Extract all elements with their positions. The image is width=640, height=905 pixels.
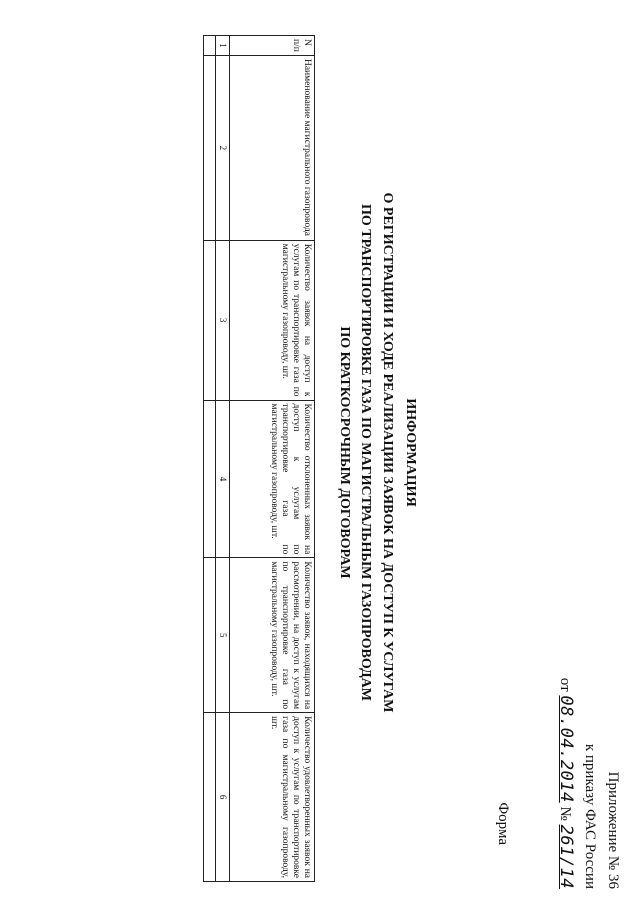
column-number: 3	[216, 240, 230, 400]
table-cell	[204, 400, 216, 558]
title-line-4: ПО КРАТКОСРОЧНЫМ ДОГОВОРАМ	[337, 326, 352, 579]
column-number: 5	[216, 558, 230, 713]
header-cell: N п/п	[230, 36, 315, 56]
table-cell	[204, 713, 216, 882]
form-label: Форма	[495, 802, 511, 845]
title-line-3: ПО ТРАНСПОРТИРОВКЕ ГАЗА ПО МАГИСТРАЛЬНЫМ ГАЗОПРОВОДАМ	[358, 204, 373, 701]
table-header-row	[230, 36, 315, 882]
appendix-number: Приложение № 36	[605, 771, 621, 889]
report-table	[203, 35, 315, 882]
handwritten-date: 08.04.2014	[556, 695, 576, 803]
table-cell	[204, 240, 216, 400]
handwritten-number: 261/14	[556, 824, 576, 889]
column-number: 4	[216, 400, 230, 558]
date-prefix: от	[557, 677, 573, 692]
order-reference: к приказу ФАС России	[582, 743, 598, 889]
document-title: ИНФОРМАЦИЯ	[403, 398, 418, 507]
header-cell: Количество отклоненных заявок на доступ к услугам по транспортировке газа по магистральному газопроводу, шт.	[230, 400, 315, 558]
header-cell	[230, 240, 315, 400]
header-cell-text: Количество заявок на доступ к услугам по транспортировке газа по магистральному газопроводу, шт.	[280, 243, 312, 397]
column-number: 6	[216, 713, 230, 882]
column-number: 2	[216, 55, 230, 240]
column-number: 1	[216, 36, 230, 56]
header-cell: Наименование магистрального газопровода	[230, 55, 315, 240]
table-row	[204, 36, 216, 882]
table-cell	[204, 558, 216, 713]
header-cell: Количество удовлетворенных заявок на доступ к услугам по транспортировке газа по магистральному газопроводу, шт.	[230, 713, 315, 882]
title-line-2: О РЕГИСТРАЦИИ И ХОДЕ РЕАЛИЗАЦИИ ЗАЯВОК НА ДОСТУП К УСЛУГАМ	[380, 192, 395, 713]
table-cell	[204, 36, 216, 56]
order-date-line	[556, 678, 575, 889]
table-cell	[204, 55, 216, 240]
header-cell: Количество заявок, находящихся на рассмотрении, на доступ к услугам по транспортировке газа по магистральному газопроводу, шт.	[230, 558, 315, 713]
number-prefix: №	[557, 806, 573, 821]
column-number-row	[216, 36, 230, 882]
